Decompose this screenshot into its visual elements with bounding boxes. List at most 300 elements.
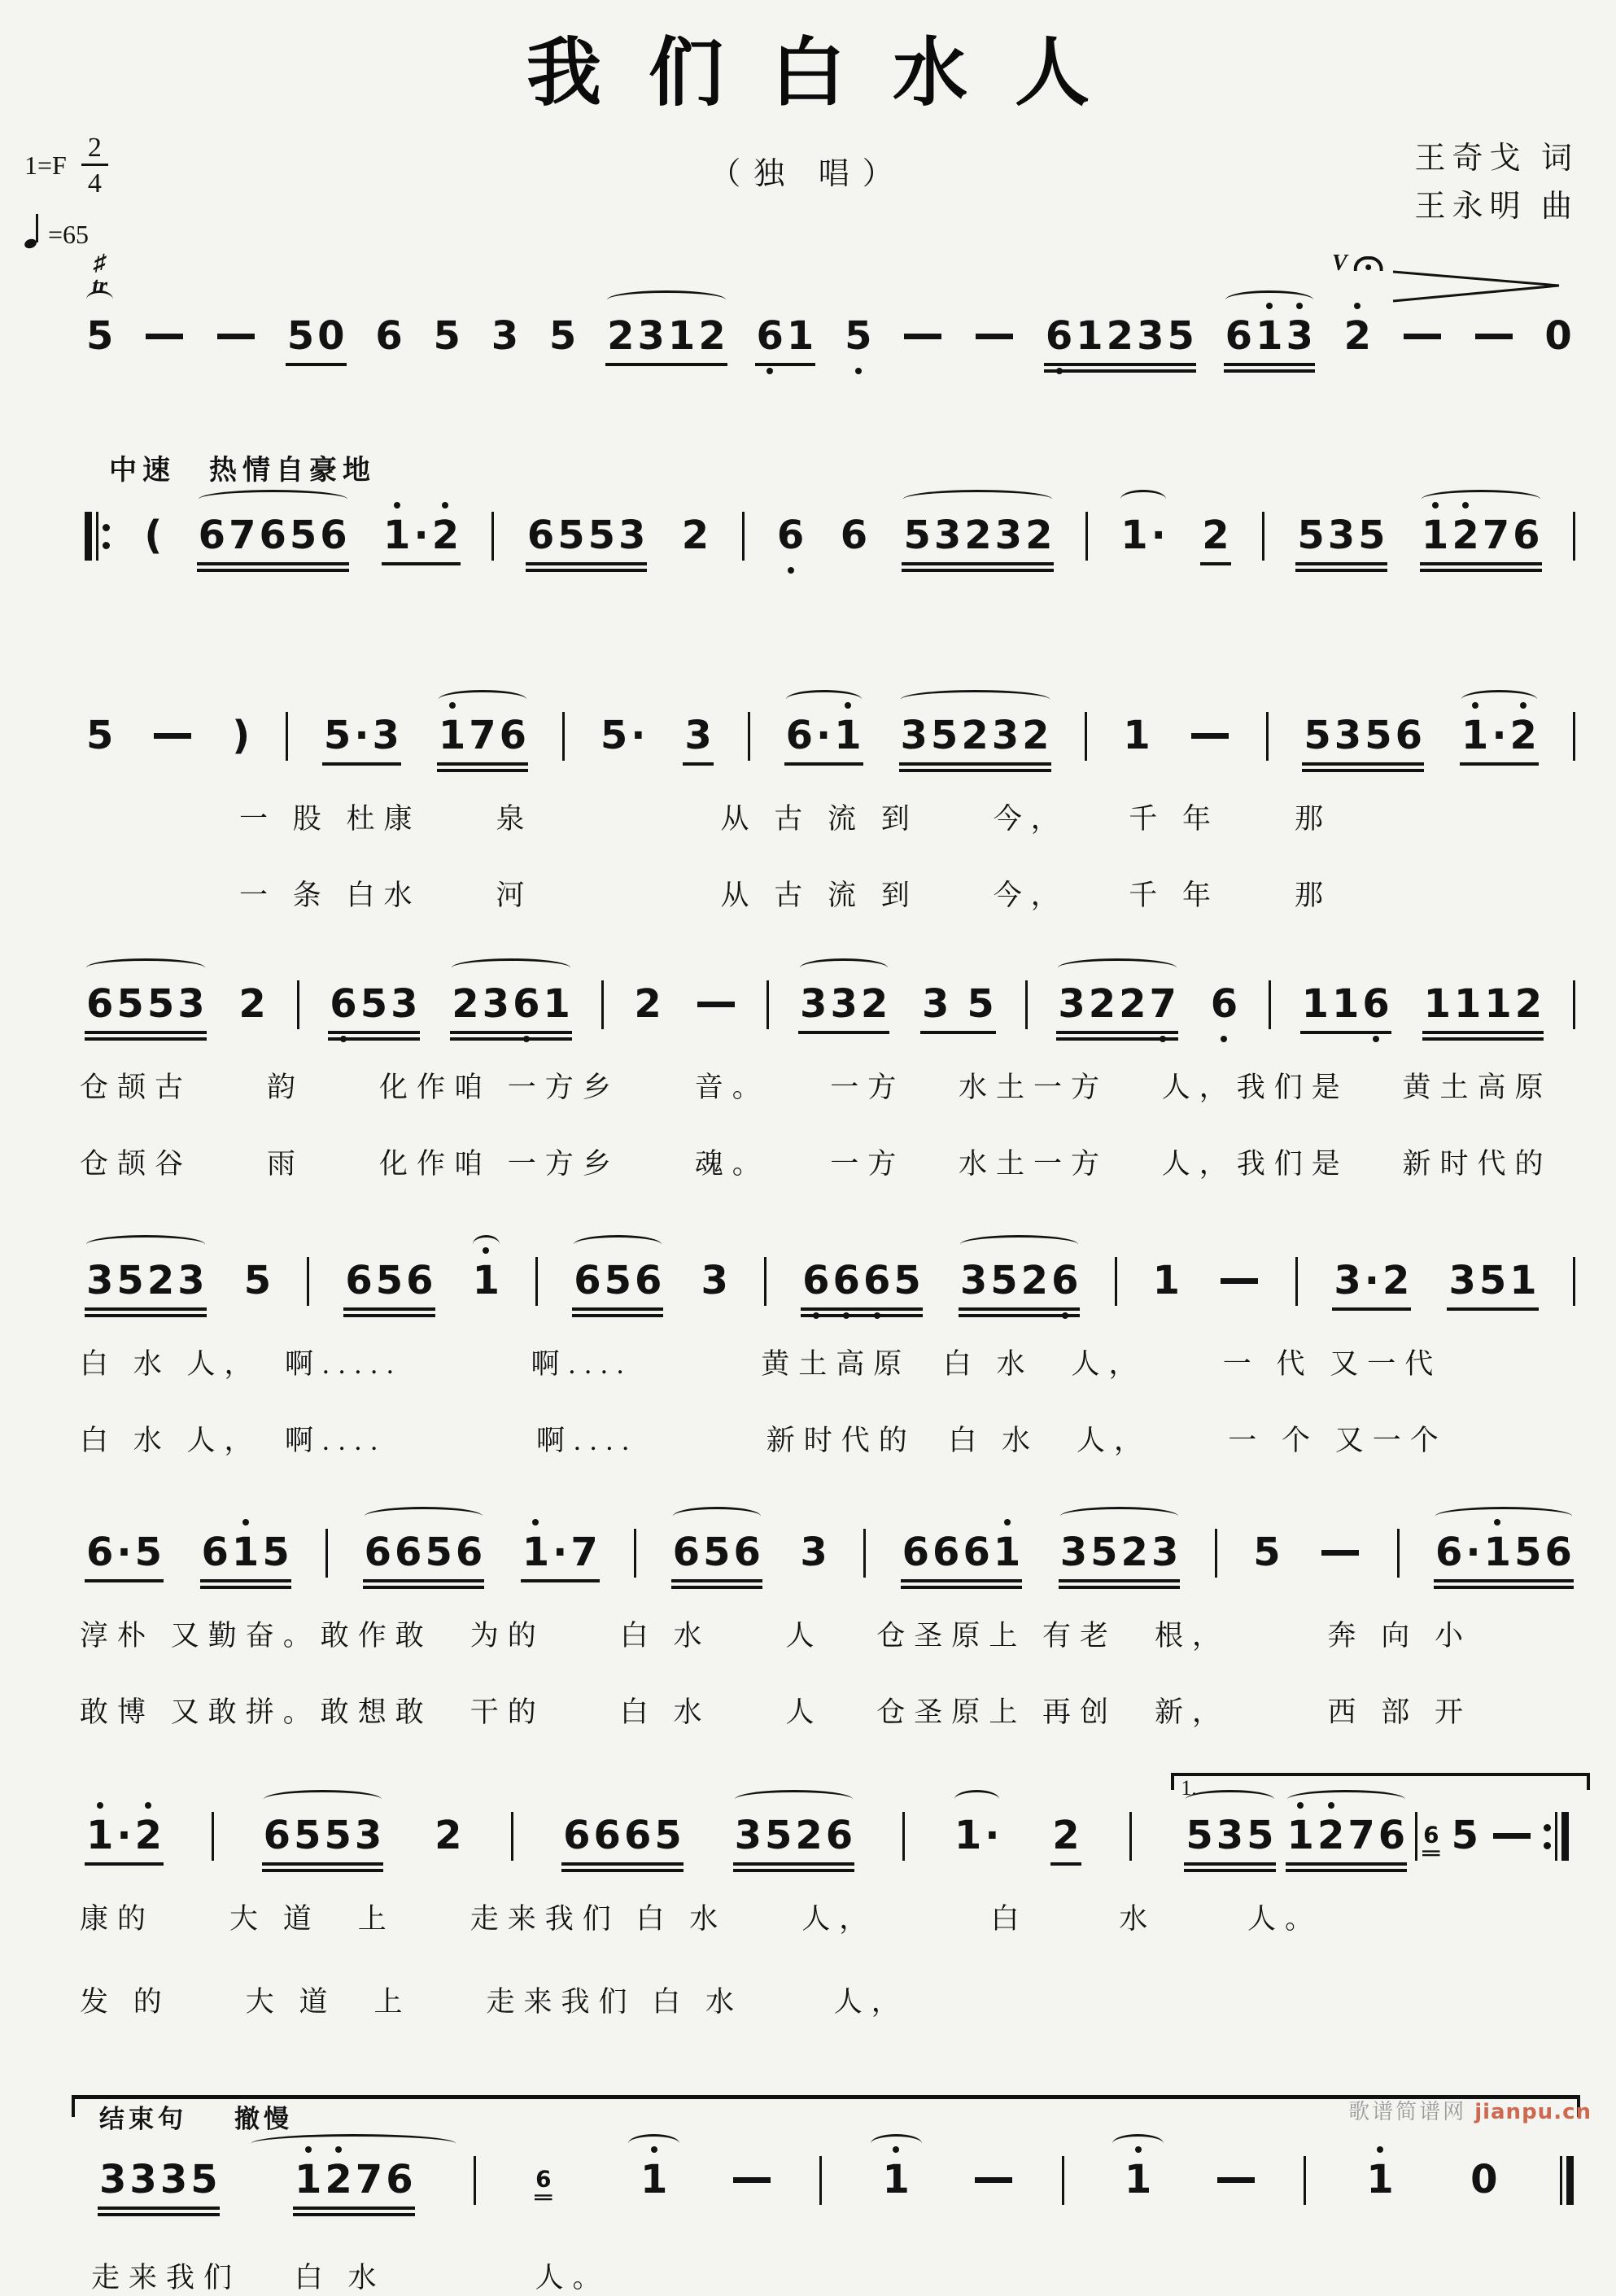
beam-line xyxy=(197,569,349,572)
note-group: 0 xyxy=(1470,2157,1498,2202)
note-group: 3 5 xyxy=(920,980,996,1034)
beam-line xyxy=(521,1579,600,1582)
beam-line xyxy=(1447,1307,1538,1311)
octave-dot-above xyxy=(1472,702,1478,709)
note-group: 5 · xyxy=(600,713,646,758)
dash-note xyxy=(904,312,941,360)
note-group: 1 · 2 xyxy=(382,512,461,565)
beam-line xyxy=(1302,762,1424,766)
note-group: 1 1 6 xyxy=(1300,980,1391,1034)
beam-line xyxy=(450,1031,572,1034)
beam-line xyxy=(959,1307,1081,1311)
note-group: 1 xyxy=(1365,2156,1395,2203)
dash-note xyxy=(1191,712,1229,759)
notes-row xyxy=(80,251,1579,373)
note-group: 1 xyxy=(639,2156,669,2203)
note-group: 3 3 3 5 xyxy=(98,2156,220,2216)
note-group: 6 5 5 3 xyxy=(85,980,207,1041)
beam-line xyxy=(1184,1869,1275,1872)
note-group: 5 xyxy=(843,312,873,360)
dash-note xyxy=(146,312,183,360)
slur-arc xyxy=(800,958,888,977)
note-group: 6 · 5 xyxy=(85,1529,164,1582)
note-group: 1 xyxy=(880,2156,911,2203)
grace-note: 6 xyxy=(535,2165,552,2200)
beam-line xyxy=(733,1869,855,1872)
slur-arc xyxy=(901,690,1050,709)
beam-line xyxy=(1224,369,1315,373)
note-group: 0 xyxy=(1544,313,1572,359)
octave-dot-above xyxy=(394,502,400,509)
notation-system xyxy=(80,251,1579,373)
beam-line xyxy=(343,1314,435,1317)
slur-arc xyxy=(954,1790,1000,1809)
barline xyxy=(1573,1257,1575,1306)
volta-line xyxy=(1171,1773,1590,1790)
note-group: 2 xyxy=(435,1813,462,1858)
beam-line xyxy=(1056,1031,1178,1034)
beam-line xyxy=(920,1031,996,1034)
beam-line xyxy=(733,1862,855,1866)
note-group: 6 6 6 5 xyxy=(801,1257,923,1317)
octave-dot-above xyxy=(893,2146,899,2153)
note-group: 6 7 6 5 6 xyxy=(197,512,349,572)
beam-line xyxy=(899,762,1051,766)
lyric-line: 仓颉古 韵 化作咱 一方乡 音。 一方 水土一方 人，我们是 黄土高原 xyxy=(80,1072,1553,1103)
beam-line xyxy=(1434,1579,1574,1582)
octave-dot-above xyxy=(1328,1802,1334,1809)
beam-line xyxy=(1044,369,1196,373)
beam-line xyxy=(293,2213,415,2216)
octave-dot-above xyxy=(1266,303,1273,309)
beam-line xyxy=(262,1862,384,1866)
beam-line xyxy=(1050,1862,1081,1866)
note-group: 6 xyxy=(840,513,868,558)
notes-row xyxy=(80,674,1579,772)
octave-dot-below xyxy=(523,1036,530,1042)
beam-line xyxy=(755,363,816,366)
barline xyxy=(511,1812,513,1861)
beam-line xyxy=(450,1037,572,1041)
note-group: 3 xyxy=(701,1258,728,1303)
slur-arc xyxy=(86,958,205,977)
beam-line xyxy=(671,1579,762,1582)
octave-dot-below xyxy=(788,567,794,574)
beam-line xyxy=(798,1031,889,1034)
dash-note xyxy=(1321,1529,1359,1576)
time-signature-denominator: 4 xyxy=(81,164,108,199)
note-group: 1 xyxy=(1152,1258,1181,1303)
barline xyxy=(1025,980,1028,1029)
beam-line xyxy=(1420,569,1542,572)
octave-dot-above xyxy=(1135,2146,1142,2153)
page-subtitle: （独 唱） xyxy=(710,157,906,191)
lyric-line: 白 水 人， 啊..... 啊.... 黄土高原 白 水 人， 一 代 又一代 xyxy=(80,1348,1443,1380)
barline xyxy=(1573,512,1575,561)
note-group: 6 5 6 xyxy=(671,1529,762,1589)
beam-line xyxy=(1286,1862,1408,1866)
slur-arc xyxy=(903,490,1052,509)
notes-row xyxy=(80,943,1579,1041)
note-group: ( xyxy=(144,513,163,558)
beam-line xyxy=(902,569,1054,572)
note-group: 3 5 2 6 xyxy=(959,1257,1081,1317)
key-signature-block xyxy=(24,132,108,250)
beam-line xyxy=(1332,1307,1411,1311)
barline xyxy=(634,1529,636,1578)
beam-line xyxy=(535,2198,552,2200)
lyric-line: 一 条 白水 河 从 古 流 到 今， 千 年 那 xyxy=(239,880,1333,911)
ending-label: 撤慢 xyxy=(234,2105,293,2133)
note-group: 1 · xyxy=(1119,512,1168,559)
tempo-marking xyxy=(24,212,108,250)
barline xyxy=(1129,1812,1132,1861)
beam-line xyxy=(1059,1579,1181,1582)
slur-arc xyxy=(607,290,726,309)
note-group: 6 5 3 xyxy=(328,980,419,1041)
beam-line xyxy=(1422,1850,1440,1852)
dash-note xyxy=(1217,2156,1255,2203)
note-group: 1 · 2 xyxy=(85,1812,164,1866)
note-group: 6 · 1 xyxy=(784,712,863,766)
beam-line xyxy=(526,562,648,565)
note-group: V 2 xyxy=(1343,312,1373,360)
slur-arc xyxy=(1435,1507,1572,1526)
note-group: 3 5 1 xyxy=(1447,1257,1538,1311)
barline xyxy=(297,980,299,1029)
ornament-text: V xyxy=(1332,251,1347,276)
fermata-icon xyxy=(1354,256,1383,271)
octave-dot-above xyxy=(305,2146,312,2153)
notes-row xyxy=(80,474,1579,572)
tempo-value: =65 xyxy=(48,220,90,250)
note-group: 1 2 7 6 xyxy=(1420,512,1542,572)
slur-arc xyxy=(1287,1790,1406,1809)
note-group: 6 5 6 xyxy=(343,1257,435,1317)
key-signature: 1=F xyxy=(24,151,67,181)
barline xyxy=(1397,1529,1400,1578)
notation-system xyxy=(80,1220,1579,1459)
octave-dot-above xyxy=(1354,303,1360,309)
octave-dot-below xyxy=(813,1312,819,1319)
beam-line xyxy=(85,1037,207,1041)
beam-line xyxy=(98,2207,220,2210)
beam-line xyxy=(784,762,863,766)
barline xyxy=(562,712,565,761)
note-group: 1 · 2 xyxy=(1460,712,1539,766)
dash-note xyxy=(976,312,1013,360)
note-group: 5 3 2 3 2 xyxy=(902,512,1054,572)
octave-dot-above xyxy=(1462,502,1469,509)
note-group: 1 1 1 2 xyxy=(1422,980,1544,1041)
slur-arc xyxy=(1120,490,1166,509)
lyric-line: 康的 大 道 上 走来我们 白 水 人， 白 水 人。 xyxy=(80,1903,1323,1935)
octave-dot-above xyxy=(845,702,851,709)
beam-line xyxy=(561,1869,684,1872)
note-group: 6 6 5 6 xyxy=(363,1529,485,1589)
note-group: 3 5 2 3 xyxy=(85,1257,207,1317)
barline xyxy=(1262,512,1264,561)
beam-line xyxy=(572,1307,663,1311)
note-group: 6 1 5 xyxy=(200,1529,291,1589)
beam-line xyxy=(98,2213,220,2216)
note-group: 5 xyxy=(86,713,114,758)
octave-dot-below xyxy=(1373,1036,1379,1042)
beam-line xyxy=(801,1307,923,1311)
barline xyxy=(1266,712,1269,761)
octave-dot-above xyxy=(449,702,456,709)
octave-dot-above xyxy=(1297,1802,1304,1809)
barline xyxy=(307,1257,309,1306)
beam-line xyxy=(322,762,401,766)
slur-arc xyxy=(365,1507,483,1526)
beam-line xyxy=(1420,562,1542,565)
octave-dot-below xyxy=(767,368,773,374)
octave-dot-above xyxy=(242,1519,249,1526)
barline xyxy=(767,980,769,1029)
barline xyxy=(491,512,494,561)
note-group: 6 xyxy=(775,512,806,559)
barline xyxy=(742,512,745,561)
barline xyxy=(1215,1529,1217,1578)
composer-credit: 王永明 曲 xyxy=(1414,189,1579,224)
octave-dot-below xyxy=(874,1312,880,1319)
beam-line xyxy=(1422,1031,1544,1034)
lyric-line: 走来我们 白 水 人。 xyxy=(91,2262,610,2294)
beam-line xyxy=(286,363,347,366)
beam-line xyxy=(899,769,1051,772)
beam-line xyxy=(85,1314,207,1317)
note-group: 1 xyxy=(1123,2156,1153,2203)
volta-bracket xyxy=(1174,1776,1579,1872)
begin-repeat-sign xyxy=(85,512,110,561)
slur-arc xyxy=(199,490,347,509)
note-group: 5 3 5 xyxy=(1184,1812,1275,1872)
note-group: 2 xyxy=(681,513,710,558)
note-group: 6 xyxy=(1209,980,1239,1028)
beam-line xyxy=(572,1314,663,1317)
slur-arc xyxy=(673,1507,761,1526)
lyric-line: 敢博 又敢拼。敢想敢 干的 白 水 人 仓圣原上 再创 新， 西 部 开 xyxy=(80,1696,1473,1728)
barline xyxy=(1415,1812,1417,1861)
beam-line xyxy=(382,562,461,565)
octave-dot-above xyxy=(532,1519,539,1526)
note-group: 3 5 2 6 xyxy=(733,1812,855,1872)
octave-dot-above xyxy=(1377,2146,1383,2153)
lyric-line: 发 的 大 道 上 走来我们 白 水 人， xyxy=(80,1986,909,2018)
decrescendo-hairpin xyxy=(1391,267,1562,304)
beam-line xyxy=(1422,1037,1544,1041)
barline xyxy=(1295,1257,1298,1306)
slur-arc xyxy=(574,1235,662,1254)
tempo-directive: 中速 热情自豪地 xyxy=(109,455,376,486)
beam-line xyxy=(901,1586,1023,1589)
note-group: 1 2 7 6 xyxy=(293,2156,415,2216)
note-group: 5 xyxy=(243,1258,272,1303)
note-group: 5 xyxy=(433,313,461,359)
dash-note xyxy=(1221,1257,1258,1304)
final-barline xyxy=(1560,2156,1574,2205)
barline xyxy=(1115,1257,1117,1306)
lyric-line: 白 水 人， 啊.... 啊.... 新时代的 白 水 人， 一 个 又一个 xyxy=(80,1425,1448,1456)
beam-line xyxy=(1460,762,1539,766)
beam-line xyxy=(363,1579,485,1582)
octave-dot-above xyxy=(483,1247,489,1254)
beam-line xyxy=(535,2194,552,2196)
note-group: 3 xyxy=(683,712,713,766)
slur-arc xyxy=(1058,958,1177,977)
volta-label: 1. xyxy=(1181,1776,1197,1800)
octave-dot-above xyxy=(1520,702,1526,709)
beam-line xyxy=(902,562,1054,565)
note-group: 5 xyxy=(548,313,577,359)
beam-line xyxy=(363,1586,485,1589)
beam-line xyxy=(1300,1031,1391,1034)
barline xyxy=(286,712,288,761)
ending-label: 结束句 xyxy=(99,2105,187,2133)
dash-note xyxy=(217,312,255,360)
beam-line xyxy=(1059,1586,1181,1589)
slur-arc xyxy=(264,1790,382,1809)
octave-dot-below xyxy=(1160,1036,1166,1042)
octave-dot-above xyxy=(1494,1519,1500,1526)
notes-row xyxy=(80,1220,1579,1317)
note-group: 2 xyxy=(634,981,662,1027)
barline xyxy=(1085,712,1087,761)
lyric-line: 仓颉谷 雨 化作咱 一方乡 魂。 一方 水土一方 人，我们是 新时代的 xyxy=(80,1148,1553,1180)
beam-line xyxy=(328,1031,419,1034)
ornament xyxy=(92,252,107,298)
note-group: 1 2 7 6 xyxy=(1286,1812,1408,1872)
beam-line xyxy=(85,1579,164,1582)
note-group: 5 3 5 xyxy=(1295,512,1387,572)
barline xyxy=(535,1257,538,1306)
barline xyxy=(819,2156,822,2205)
barline xyxy=(764,1257,767,1306)
end-repeat-sign xyxy=(1544,1812,1569,1861)
beam-line xyxy=(1302,769,1424,772)
octave-dot-above xyxy=(1432,502,1439,509)
notes-row xyxy=(80,2110,1579,2216)
beam-line xyxy=(343,1307,435,1311)
dash-note xyxy=(697,980,735,1028)
barline xyxy=(474,2156,476,2205)
octave-dot-below xyxy=(843,1312,849,1319)
beam-line xyxy=(200,1586,291,1589)
beam-line xyxy=(683,762,713,766)
note-group: 6 · 1 5 6 xyxy=(1434,1529,1574,1589)
ornament xyxy=(1332,252,1383,275)
note-group: 5 3 5 6 xyxy=(1302,712,1424,772)
note-group: ♯ tr 5 xyxy=(86,251,114,359)
note-group: 3 2 2 7 xyxy=(1056,980,1178,1041)
beam-line xyxy=(1295,569,1387,572)
beam-line xyxy=(1184,1862,1275,1866)
beam-line xyxy=(1434,1586,1574,1589)
watermark-site: 歌谱简谱网 xyxy=(1348,2099,1467,2124)
lyricist-credit: 王奇戈 词 xyxy=(1414,142,1579,176)
notation-system xyxy=(80,447,1579,572)
slur-arc xyxy=(86,1235,205,1254)
octave-dot-above xyxy=(335,2146,342,2153)
slur-arc xyxy=(735,1790,854,1809)
barline xyxy=(1062,2156,1064,2205)
beam-line xyxy=(1044,363,1196,366)
watermark-url[interactable]: jianpu.cn xyxy=(1474,2100,1592,2124)
credits-block xyxy=(1414,135,1579,231)
note-group: 1 xyxy=(1123,713,1151,758)
barline xyxy=(1269,980,1271,1029)
beam-line xyxy=(437,769,528,772)
page-title: 我们白水人 xyxy=(526,32,1137,115)
watermark xyxy=(1348,2095,1592,2125)
dash-note xyxy=(1475,312,1513,360)
octave-dot-above xyxy=(1004,1519,1011,1526)
beam-line xyxy=(262,1869,384,1872)
octave-dot-below xyxy=(1221,1036,1227,1042)
octave-dot-above xyxy=(1296,303,1303,309)
barline xyxy=(1304,2156,1306,2205)
note-group: 6 1 2 3 5 xyxy=(1044,312,1196,373)
barline xyxy=(601,980,604,1029)
note-group: 6 5 5 3 xyxy=(526,512,648,572)
note-group: 5 · 3 xyxy=(322,712,401,766)
slur-arc xyxy=(251,2134,456,2153)
beam-line xyxy=(197,562,349,565)
slur-arc xyxy=(960,1235,1079,1254)
note-group: 6 6 6 5 xyxy=(561,1812,684,1872)
notes-row xyxy=(80,1774,1579,1872)
note-group: 2 xyxy=(1050,1812,1081,1866)
time-signature xyxy=(81,132,108,199)
beam-line xyxy=(1286,1869,1408,1872)
note-group: 3 xyxy=(491,313,519,359)
barline xyxy=(325,1529,328,1578)
octave-dot-below xyxy=(340,1036,347,1042)
notation-system xyxy=(80,674,1579,914)
ornament-text: ♯ tr xyxy=(92,251,108,299)
dash-note xyxy=(154,712,191,759)
beam-line xyxy=(605,363,727,366)
beam-line xyxy=(1295,562,1387,565)
note-group: 3 3 2 xyxy=(798,980,889,1034)
note-group: 6 6 6 1 xyxy=(901,1529,1023,1589)
octave-dot-above xyxy=(145,1802,151,1809)
beam-line xyxy=(1422,1854,1440,1856)
barline xyxy=(1573,980,1575,1029)
octave-dot-below xyxy=(1062,1312,1068,1319)
beam-line xyxy=(437,762,528,766)
note-group: 6 xyxy=(375,313,403,359)
note-group: 6 5 6 xyxy=(572,1257,663,1317)
note-group: 2 xyxy=(238,981,266,1027)
beam-line xyxy=(1224,363,1315,366)
beam-line xyxy=(293,2207,415,2210)
note-group: 3 xyxy=(800,1530,828,1575)
note-group: 3 5 2 3 2 xyxy=(899,712,1051,772)
octave-dot-below xyxy=(855,368,862,374)
note-group: 1 xyxy=(471,1257,501,1304)
lyric-line: 一 股 杜康 泉 从 古 流 到 今， 千 年 那 xyxy=(239,803,1333,835)
beam-line xyxy=(901,1579,1023,1582)
beam-line xyxy=(85,1031,207,1034)
note-group: 1 7 6 xyxy=(437,712,528,772)
note-group: 6 1 3 xyxy=(1224,312,1315,373)
beam-line xyxy=(85,1862,164,1866)
notation-system xyxy=(80,2098,1579,2296)
slur-arc xyxy=(452,958,570,977)
barline xyxy=(902,1812,905,1861)
